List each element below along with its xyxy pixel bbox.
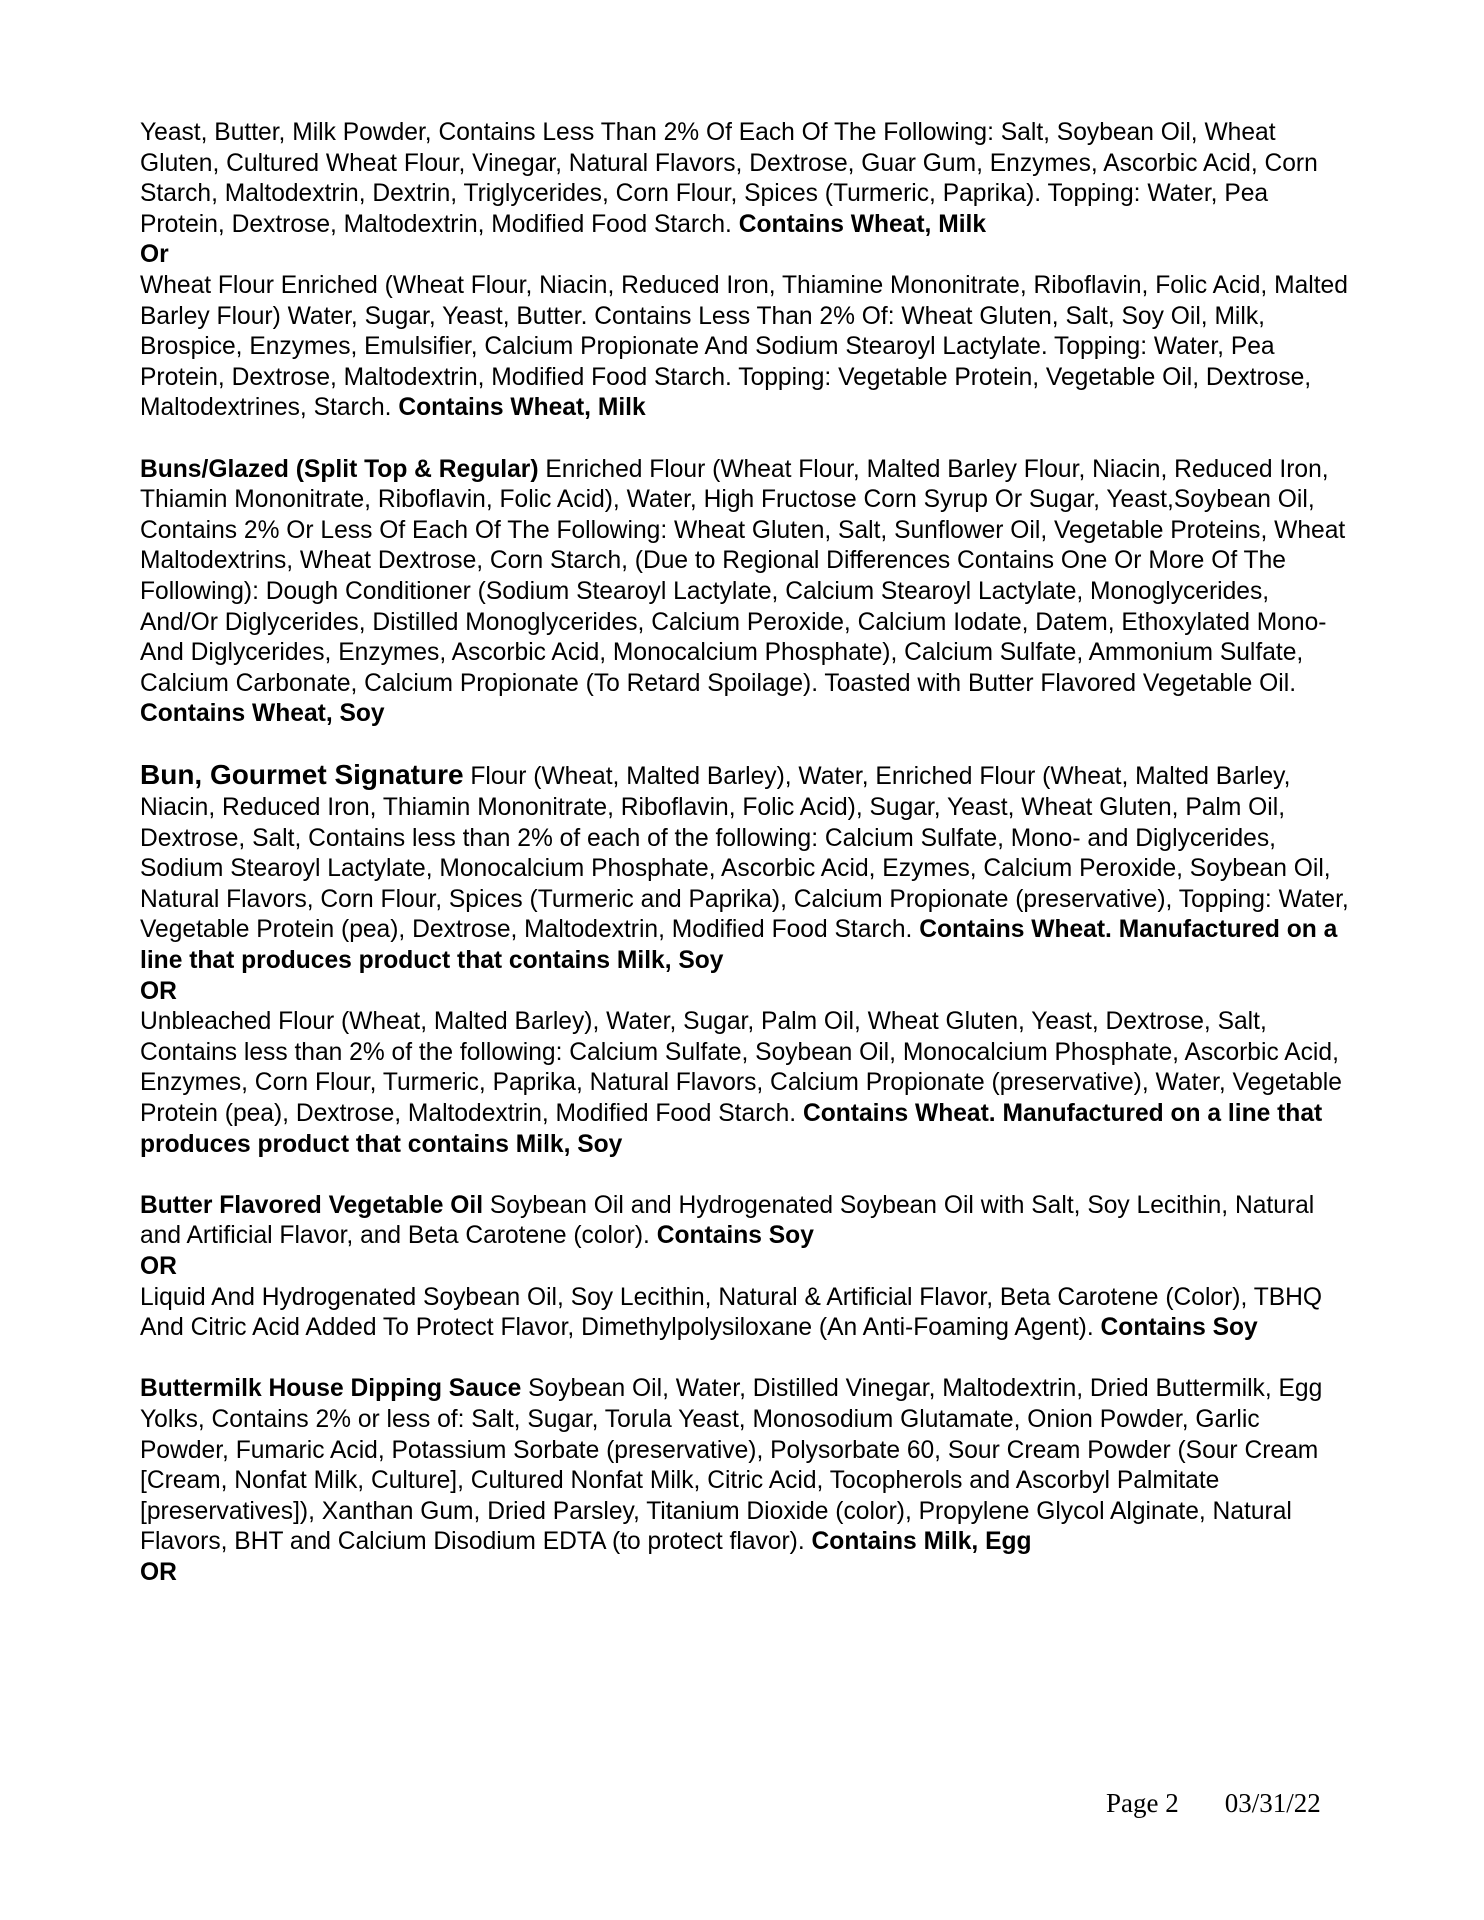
allergen-statement: Contains Wheat, Soy: [140, 700, 385, 728]
ingredient-section-bun-gourmet: [140, 760, 1350, 1160]
ingredient-paragraph: [140, 271, 1350, 424]
page-number: Page 2: [1106, 1788, 1179, 1818]
product-heading: Buns/Glazed (Split Top & Regular): [140, 455, 539, 483]
ingredient-paragraph: [140, 1374, 1350, 1558]
ingredient-paragraph: [140, 1283, 1350, 1344]
ingredient-section-buns-glazed: [140, 455, 1350, 730]
allergen-statement: Contains Wheat. Manufactured on a line that produces product that contains Milk, Soy: [140, 916, 1338, 975]
or-label: OR: [140, 1558, 177, 1586]
ingredient-paragraph: [140, 455, 1350, 730]
ingredient-list: Soybean Oil, Water, Distilled Vinegar, Maltodextrin, Dried Buttermilk, Egg Yolks, Contains 2% or less of: Salt, Sugar, Torula Yeast, Monosodium Glutamate, Onion Powder, Garlic Powder, Fumaric Acid, Potassium Sorbate (preservative), Polysorbate 60, Sour Cream Powder (Sour Cream [Cream, Nonfat Milk, Culture], Cultured Nonfat Milk, Citric Acid, Tocopherols and Ascorbyl Palmitate [preservatives]), Xanthan Gum, Dried Parsley, Titanium Dioxide (color), Propylene Glycol Alginate, Natural Flavors, BHT and Calcium Disodium EDTA (to protect flavor).: [140, 1375, 1323, 1556]
ingredient-paragraph: [140, 760, 1350, 976]
ingredient-paragraph: [140, 1191, 1350, 1252]
section-gap: [140, 1344, 1350, 1375]
allergen-statement: Contains Wheat, Milk: [738, 210, 987, 238]
ingredient-paragraph: [140, 1007, 1350, 1160]
allergen-statement: Contains Wheat, Milk: [398, 394, 646, 422]
or-label: OR: [140, 977, 177, 1005]
allergen-statement: Contains Soy: [1100, 1314, 1258, 1342]
ingredient-list: Soybean Oil and Hydrogenated Soybean Oil with Salt, Soy Lecithin, Natural and Artificial Flavor, and Beta Carotene (color).: [140, 1191, 1315, 1250]
ingredient-section-butter-oil: [140, 1191, 1350, 1344]
page-footer: [1106, 1788, 1321, 1819]
allergen-statement: Contains Wheat. Manufactured on a line that produces product that contains Milk, Soy: [140, 1100, 1323, 1158]
ingredient-list: Enriched Flour (Wheat Flour, Malted Barley Flour, Niacin, Reduced Iron, Thiamin Mononitrate, Riboflavin, Folic Acid), Water, High Fructose Corn Syrup Or Sugar, Yeast,Soybean Oil, Contains 2% Or Less Of Each Of The Following: Wheat Gluten, Salt, Sunflower Oil, Vegetable Proteins, Wheat Maltodextrins, Wheat Dextrose, Corn Starch, (Due to Regional Differences Contains One Or More Of The Following): Dough Conditioner (Sodium Stearoyl Lactylate, Calcium Stearoyl Lactylate, Monoglycerides, And/Or Diglycerides, Distilled Monoglycerides, Calcium Peroxide, Calcium Iodate, Datem, Ethoxylated Mono- And Diglycerides, Enzymes, Ascorbic Acid, Monocalcium Phosphate), Calcium Sulfate, Ammonium Sulfate, Calcium Carbonate, Calcium Propionate (To Retard Spoilage). Toasted with Butter Flavored Vegetable Oil.: [140, 455, 1346, 697]
alternative-separator: [140, 1252, 1350, 1283]
ingredient-list: Liquid And Hydrogenated Soybean Oil, Soy Lecithin, Natural & Artificial Flavor, Beta Carotene (Color), TBHQ And Citric Acid Added To Protect Flavor, Dimethylpolysiloxane (An Anti-Foaming Agent).: [140, 1283, 1323, 1342]
alternative-separator: [140, 1558, 1350, 1589]
product-heading: Buttermilk House Dipping Sauce: [140, 1375, 522, 1403]
section-gap: [140, 730, 1350, 761]
section-gap: [140, 1160, 1350, 1191]
ingredient-list: Wheat Flour Enriched (Wheat Flour, Niacin, Reduced Iron, Thiamine Mononitrate, Riboflavin, Folic Acid, Malted Barley Flour) Water, Sugar, Yeast, Butter. Contains Less Than 2% Of: Wheat Gluten, Salt, Soy Oil, Milk, Brospice, Enzymes, Emulsifier, Calcium Propionate And Sodium Stearoyl Lactylate. Topping: Water, Pea Protein, Dextrose, Maltodextrin, Modified Food Starch. Topping: Vegetable Protein, Vegetable Oil, Dextrose, Maltodextrines, Starch.: [140, 271, 1348, 422]
ingredient-list: Unbleached Flour (Wheat, Malted Barley), Water, Sugar, Palm Oil, Wheat Gluten, Yeast, Dextrose, Salt, Contains less than 2% of the following: Calcium Sulfate, Soybean Oil, Monocalcium Phosphate, Ascorbic Acid, Enzymes, Corn Flour, Turmeric, Paprika, Natural Flavors, Calcium Propionate (preservative), Water, Vegetable Protein (pea), Dextrose, Maltodextrin, Modified Food Starch.: [140, 1008, 1342, 1127]
product-heading: Bun, Gourmet Signature: [140, 759, 464, 791]
alternative-separator: [140, 977, 1350, 1008]
allergen-statement: Contains Soy: [656, 1222, 814, 1250]
alternative-separator: [140, 240, 1350, 271]
ingredient-paragraph: [140, 118, 1350, 240]
product-heading: Butter Flavored Vegetable Oil: [140, 1191, 484, 1219]
or-label: OR: [140, 1252, 177, 1280]
or-label: Or: [140, 241, 169, 269]
section-gap: [140, 424, 1350, 455]
ingredient-section-continuation: [140, 118, 1350, 424]
allergen-statement: Contains Milk, Egg: [811, 1528, 1032, 1556]
ingredient-list: Flour (Wheat, Malted Barley), Water, Enriched Flour (Wheat, Malted Barley, Niacin, Reduced Iron, Thiamin Mononitrate, Riboflavin, Folic Acid), Sugar, Yeast, Wheat Gluten, Palm Oil, Dextrose, Salt, Contains less than 2% of each of the following: Calcium Sulfate, Mono- and Diglycerides, Sodium Stearoyl Lactylate, Monocalcium Phosphate, Ascorbic Acid, Ezymes, Calcium Peroxide, Soybean Oil, Natural Flavors, Corn Flour, Spices (Turmeric and Paprika), Calcium Propionate (preservative), Topping: Water, Vegetable Protein (pea), Dextrose, Maltodextrin, Modified Food Starch.: [140, 763, 1349, 944]
ingredients-content: [140, 118, 1350, 1589]
ingredient-section-buttermilk-sauce: [140, 1374, 1350, 1588]
footer-date: 03/31/22: [1224, 1788, 1321, 1818]
ingredient-list: Yeast, Butter, Milk Powder, Contains Less Than 2% Of Each Of The Following: Salt, Soybean Oil, Wheat Gluten, Cultured Wheat Flour, Vinegar, Natural Flavors, Dextrose, Guar Gum, Enzymes, Ascorbic Acid, Corn Starch, Maltodextrin, Dextrin, Triglycerides, Corn Flour, Spices (Turmeric, Paprika). Topping: Water, Pea Protein, Dextrose, Maltodextrin, Modified Food Starch.: [140, 119, 1318, 238]
